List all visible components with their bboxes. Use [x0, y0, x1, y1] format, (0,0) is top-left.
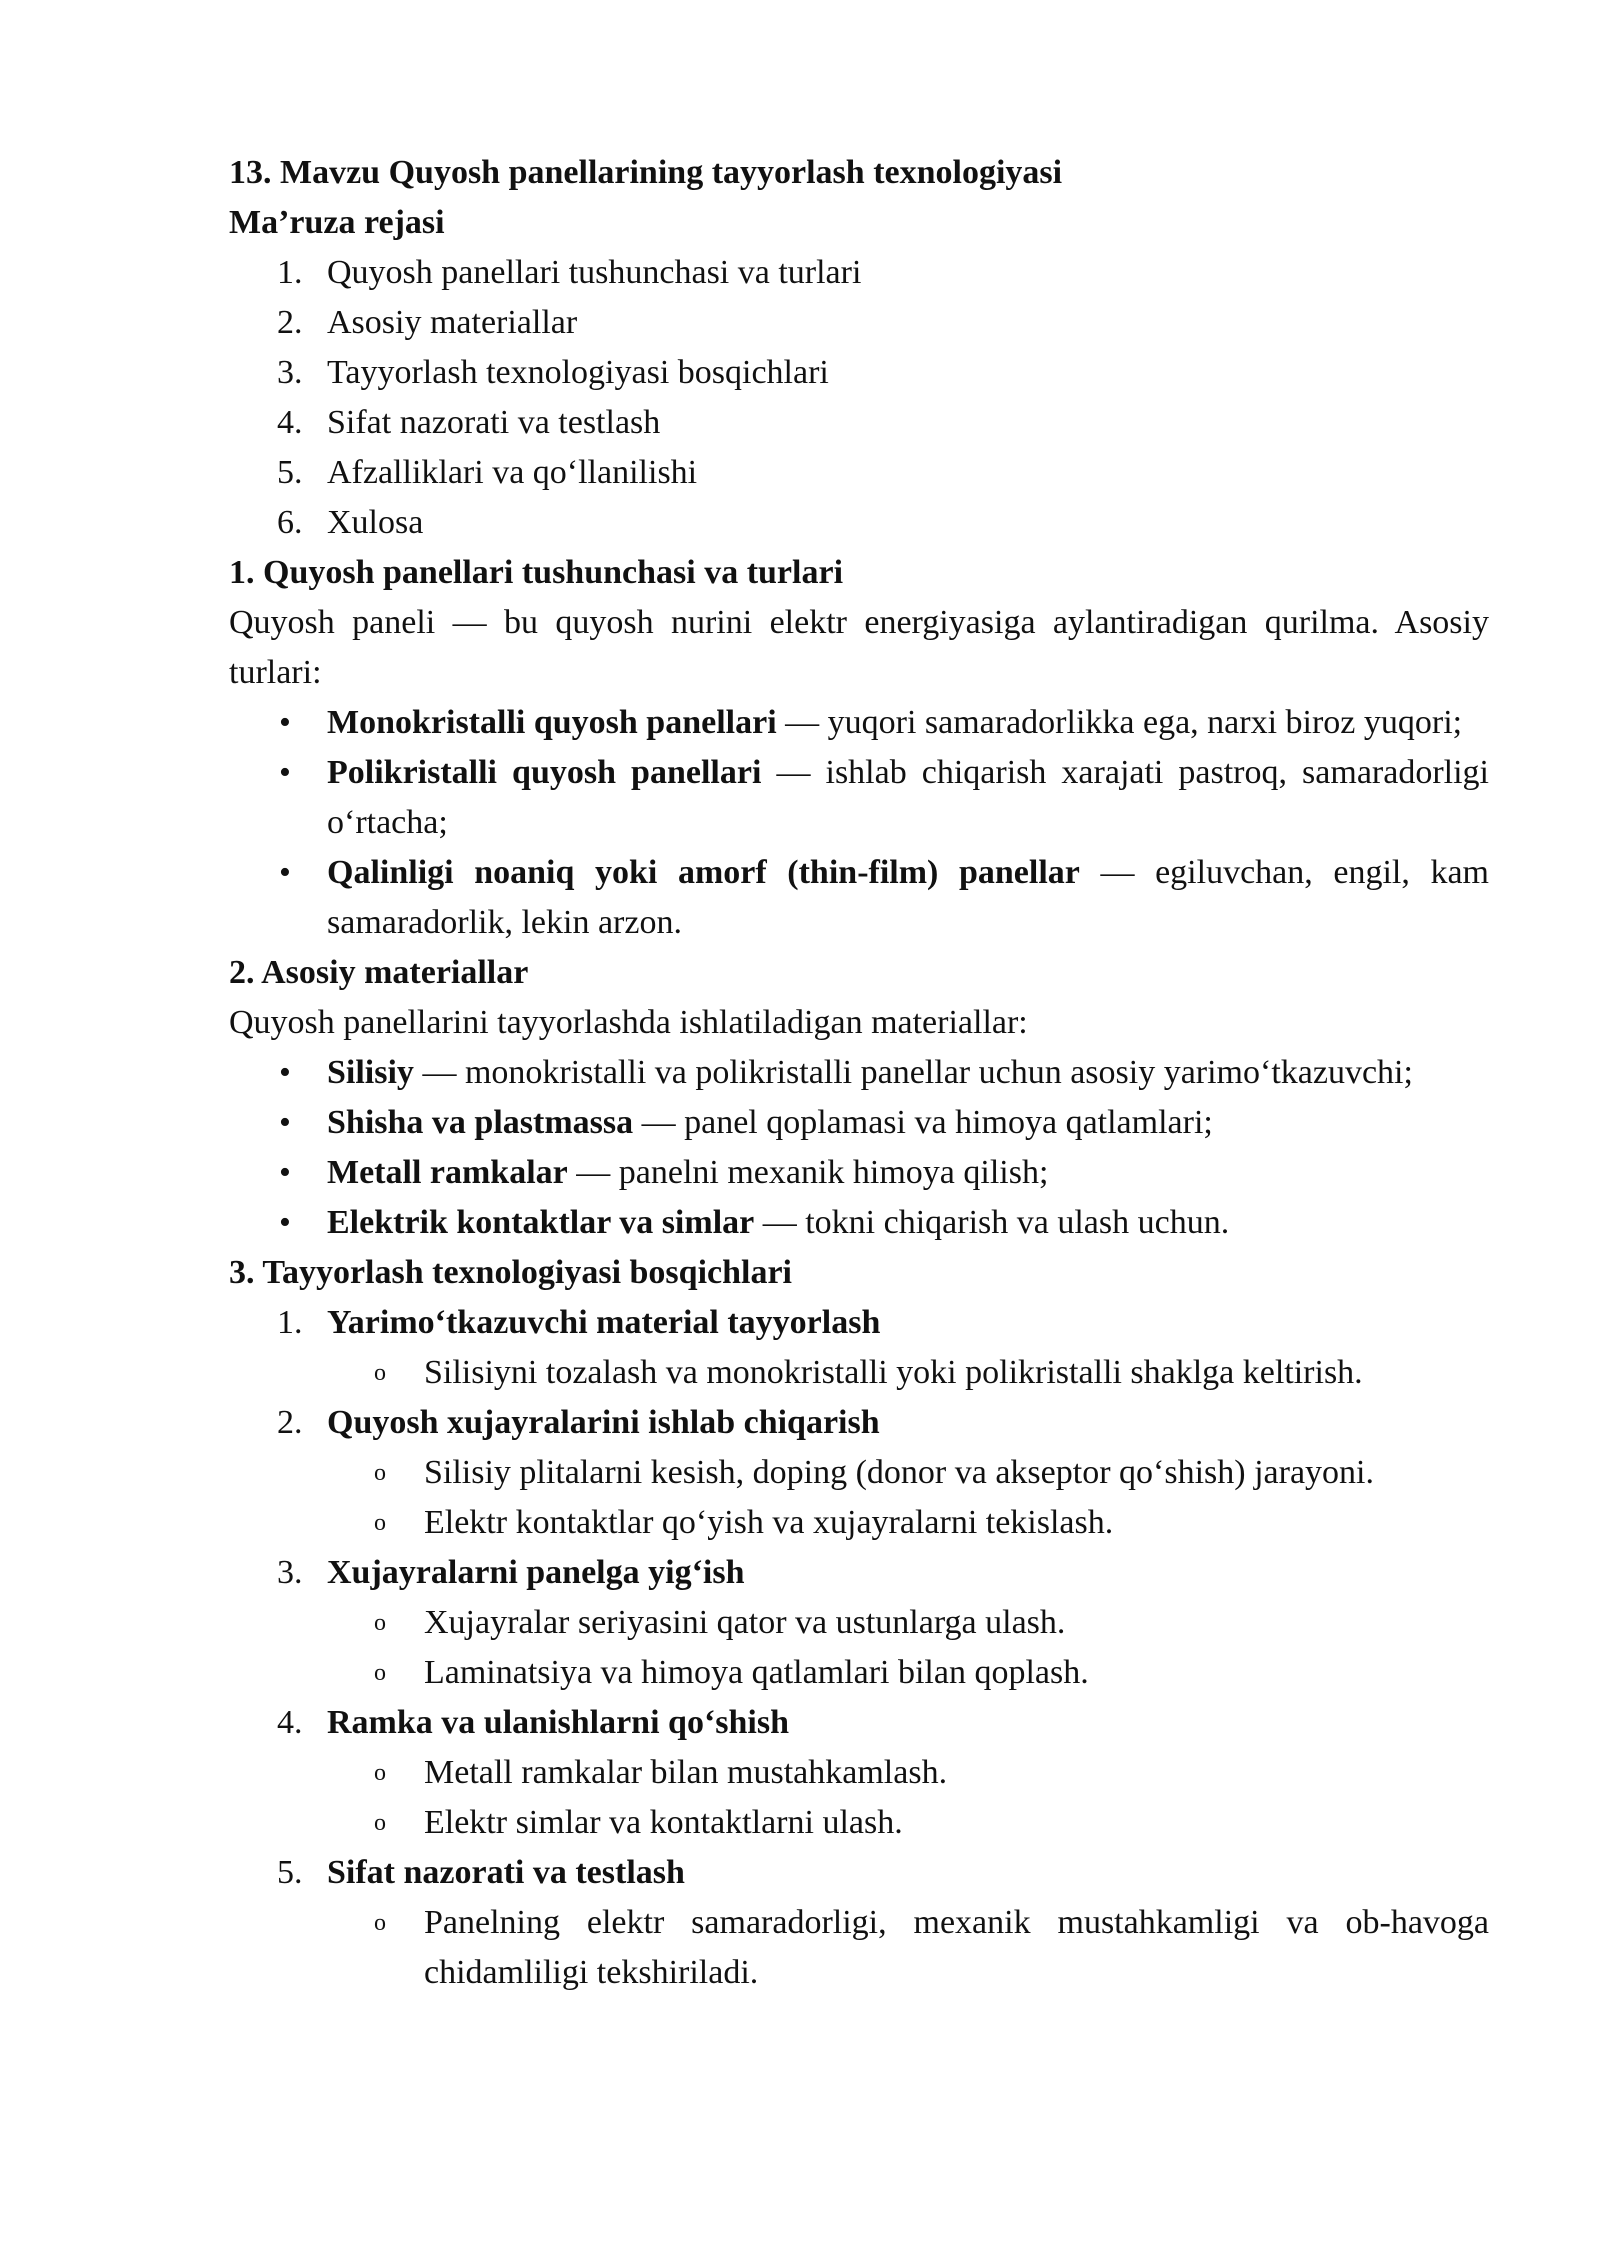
item-term: Polikristalli quyosh panellari: [327, 754, 762, 791]
step-detail-text: Panelning elektr samaradorligi, mexanik mustahkamligi va ob-havoga chidamliligi tekshiriladi.: [424, 1904, 1489, 1991]
section-3-steps: [229, 1298, 1489, 1998]
circle-bullet-icon: o: [374, 1460, 386, 1486]
step-detail-text: Laminatsiya va himoya qatlamlari bilan qoplash.: [424, 1654, 1089, 1691]
section-2-intro: Quyosh panellarini tayyorlashda ishlatiladigan materiallar:: [229, 1004, 1028, 1041]
step-detail-text: Elektr simlar va kontaktlarni ulash.: [424, 1804, 903, 1841]
circle-bullet-icon: o: [374, 1510, 386, 1536]
circle-bullet-icon: o: [374, 1660, 386, 1686]
step-title: [229, 1548, 1489, 1598]
step-detail-text: Silisiyni tozalash va monokristalli yoki polikristalli shaklga keltirish.: [424, 1354, 1363, 1391]
plan-item: [229, 248, 1489, 298]
item-text: — panelni mexanik himoya qilish;: [567, 1154, 1049, 1191]
plan-item: [229, 498, 1489, 548]
section-2-heading: 2. Asosiy materiallar: [229, 954, 529, 991]
section-2-list: [229, 1048, 1489, 1248]
section-1-list: [229, 698, 1489, 948]
step-detail: [229, 1598, 1489, 1648]
item-text: — tokni chiqarish va ulash uchun.: [754, 1204, 1230, 1241]
step-number: 1.: [277, 1304, 303, 1341]
document-title: 13. Mavzu Quyosh panellarining tayyorlash texnologiyasi: [229, 154, 1063, 191]
item-text: — egiluvchan, engil, kam samaradorlik, lekin arzon.: [327, 854, 1489, 941]
step-detail-text: Elektr kontaktlar qo‘yish va xujayralarni tekislash.: [424, 1504, 1114, 1541]
step-detail: [229, 1448, 1489, 1498]
bullet-icon: •: [279, 854, 291, 891]
plan-item-text: Xulosa: [327, 504, 424, 541]
bullet-icon: •: [279, 754, 291, 791]
step-title-text: Ramka va ulanishlarni qo‘shish: [327, 1704, 789, 1741]
step-detail: [229, 1798, 1489, 1848]
bullet-icon: •: [279, 1204, 291, 1241]
step-title: [229, 1848, 1489, 1898]
section-3-heading: 3. Tayyorlash texnologiyasi bosqichlari: [229, 1254, 792, 1291]
plan-heading: Ma’ruza rejasi: [229, 204, 445, 241]
bullet-icon: •: [279, 704, 291, 741]
plan-item: [229, 398, 1489, 448]
step-number: 4.: [277, 1704, 303, 1741]
step-title-text: Sifat nazorati va testlash: [327, 1854, 685, 1891]
bullet-icon: •: [279, 1104, 291, 1141]
step-number: 5.: [277, 1854, 303, 1891]
bullet-icon: •: [279, 1154, 291, 1191]
step-detail: [229, 1648, 1489, 1698]
item-term: Shisha va plastmassa: [327, 1104, 634, 1141]
circle-bullet-icon: o: [374, 1910, 386, 1936]
list-item: [229, 1198, 1489, 1248]
plan-item: [229, 448, 1489, 498]
item-term: Qalinligi noaniq yoki amorf (thin-film) panellar: [327, 854, 1080, 891]
step-title-text: Xujayralarni panelga yig‘ish: [327, 1554, 745, 1591]
step-detail: [229, 1498, 1489, 1548]
plan-list: [229, 248, 1489, 548]
item-text: — monokristalli va polikristalli panellar uchun asosiy yarimo‘tkazuvchi;: [413, 1054, 1413, 1091]
plan-number: 3.: [277, 354, 303, 391]
list-item: [229, 1148, 1489, 1198]
circle-bullet-icon: o: [374, 1760, 386, 1786]
step-detail: [229, 1898, 1489, 1998]
list-item: [229, 748, 1489, 848]
list-item: [229, 848, 1489, 948]
item-term: Elektrik kontaktlar va simlar: [327, 1204, 755, 1241]
plan-item-text: Quyosh panellari tushunchasi va turlari: [327, 254, 862, 291]
step-title-text: Quyosh xujayralarini ishlab chiqarish: [327, 1404, 880, 1441]
item-text: — panel qoplamasi va himoya qatlamlari;: [633, 1104, 1213, 1141]
plan-number: 5.: [277, 454, 303, 491]
bullet-icon: •: [279, 1054, 291, 1091]
step-title: [229, 1398, 1489, 1448]
circle-bullet-icon: o: [374, 1810, 386, 1836]
item-term: Silisiy: [327, 1054, 414, 1091]
step-title: [229, 1298, 1489, 1348]
circle-bullet-icon: o: [374, 1360, 386, 1386]
plan-number: 4.: [277, 404, 303, 441]
circle-bullet-icon: o: [374, 1610, 386, 1636]
step-detail-text: Metall ramkalar bilan mustahkamlash.: [424, 1754, 948, 1791]
plan-item-text: Tayyorlash texnologiyasi bosqichlari: [327, 354, 829, 391]
step-detail-text: Silisiy plitalarni kesish, doping (donor va akseptor qo‘shish) jarayoni.: [424, 1454, 1374, 1491]
step-detail: [229, 1348, 1489, 1398]
plan-item-text: Sifat nazorati va testlash: [327, 404, 661, 441]
plan-item-text: Asosiy materiallar: [327, 304, 578, 341]
plan-item-text: Afzalliklari va qo‘llanilishi: [327, 454, 698, 491]
step-detail: [229, 1748, 1489, 1798]
plan-item: [229, 298, 1489, 348]
step-title-text: Yarimo‘tkazuvchi material tayyorlash: [327, 1304, 881, 1341]
plan-number: 2.: [277, 304, 303, 341]
plan-item: [229, 348, 1489, 398]
item-text: — ishlab chiqarish xarajati pastroq, samaradorligi o‘rtacha;: [327, 754, 1489, 841]
section-1-intro: Quyosh paneli — bu quyosh nurini elektr energiyasiga aylantiradigan qurilma. Asosiy turlari:: [229, 604, 1489, 691]
item-term: Metall ramkalar: [327, 1154, 568, 1191]
document-page: [229, 148, 1489, 1998]
plan-number: 6.: [277, 504, 303, 541]
list-item: [229, 1048, 1489, 1098]
step-title: [229, 1698, 1489, 1748]
step-number: 3.: [277, 1554, 303, 1591]
step-number: 2.: [277, 1404, 303, 1441]
list-item: [229, 698, 1489, 748]
item-term: Monokristalli quyosh panellari: [327, 704, 777, 741]
list-item: [229, 1098, 1489, 1148]
plan-number: 1.: [277, 254, 303, 291]
step-detail-text: Xujayralar seriyasini qator va ustunlarga ulash.: [424, 1604, 1066, 1641]
item-text: — yuqori samaradorlikka ega, narxi biroz yuqori;: [776, 704, 1463, 741]
section-1-heading: 1. Quyosh panellari tushunchasi va turlari: [229, 554, 844, 591]
